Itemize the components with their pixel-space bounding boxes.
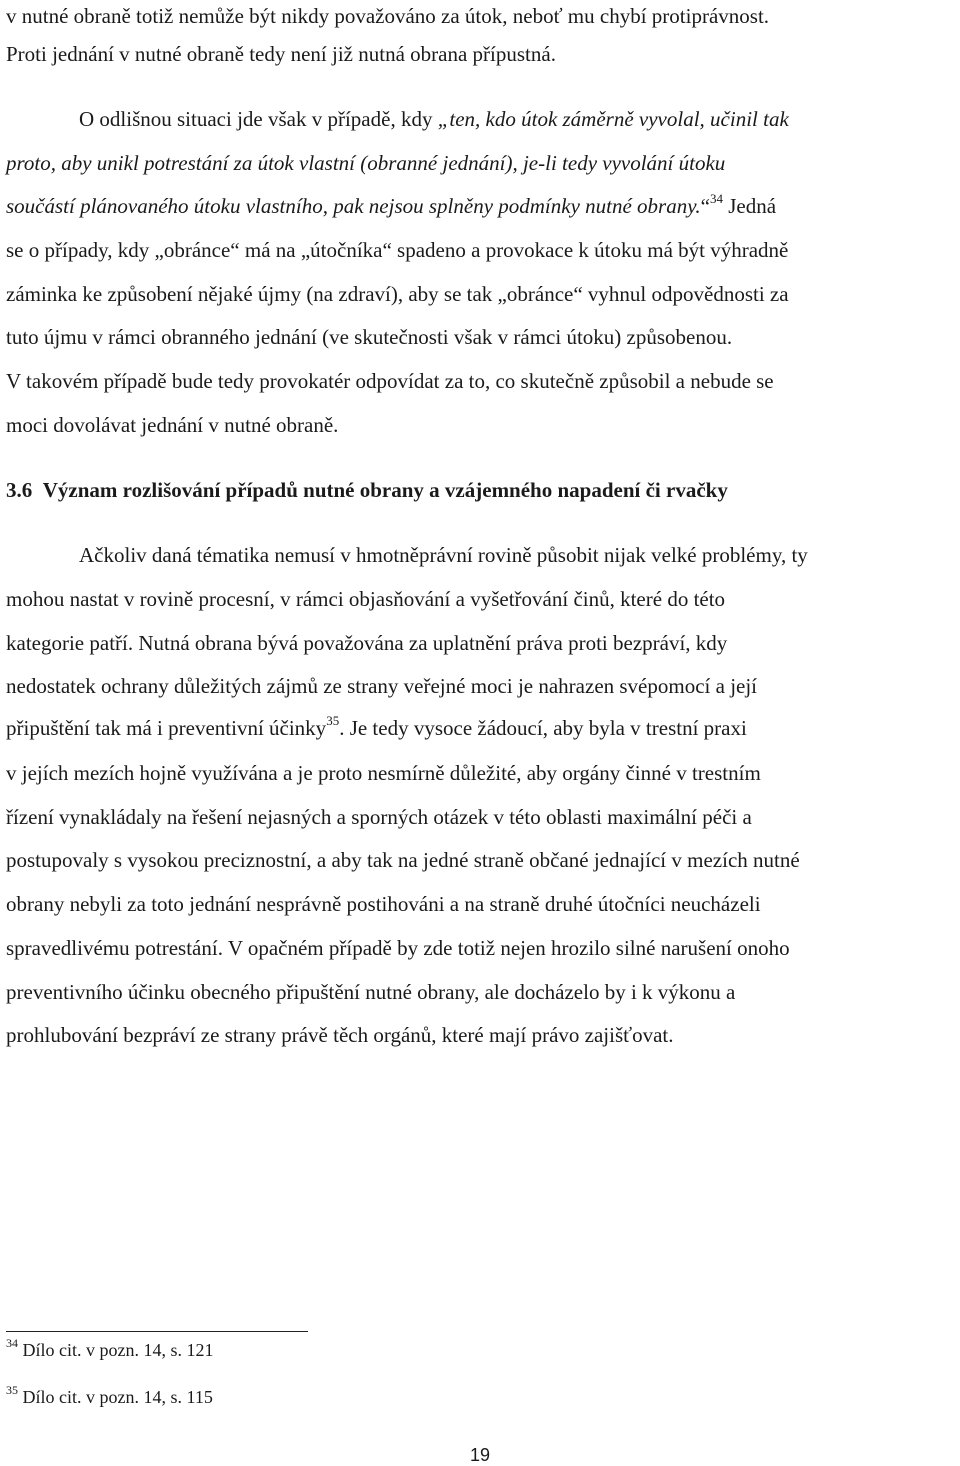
plain-text: . Je tedy vysoce žádoucí, aby byla v trestní praxi [339, 716, 747, 740]
paragraph-line: v nutné obraně totiž nemůže být nikdy považováno za útok, neboť mu chybí protiprávnost. [6, 4, 770, 28]
paragraph-line: Proti jednání v nutné obraně tedy není již nutná obrana přípustná. [6, 42, 556, 66]
paragraph-line: se o případy, kdy „obránce“ má na „útočníka“ spadeno a provokace k útoku má být výhradně [6, 238, 789, 262]
footnote-separator [6, 1331, 308, 1332]
paragraph-line [79, 109, 789, 130]
quote-mark: “ [700, 194, 710, 218]
paragraph-line: proto, aby unikl potrestání za útok vlastní (obranné jednání), je-li tedy vyvolání útoku [6, 151, 726, 175]
paragraph-line: kategorie patří. Nutná obrana bývá považována za uplatnění práva proti bezpráví, kdy [6, 631, 728, 655]
footnote-text: Dílo cit. v pozn. 14, s. 121 [18, 1340, 214, 1360]
quote-text: součástí plánovaného útoku vlastního, pak nejsou splněny podmínky nutné obrany. [6, 194, 701, 218]
paragraph-line: Ačkoliv daná tématika nemusí v hmotněprávní rovině působit nijak velké problémy, ty [79, 543, 808, 567]
paragraph-line: řízení vynakládaly na řešení nejasných a sporných otázek v této oblasti maximální péči a [6, 805, 752, 829]
footnote-number: 34 [6, 1336, 18, 1350]
paragraph-line: záminka ke způsobení nějaké újmy (na zdraví), aby se tak „obránce“ vyhnul odpovědnosti za [6, 282, 789, 306]
footnote [6, 1336, 214, 1360]
paragraph-line: nedostatek ochrany důležitých zájmů ze strany veřejné moci je nahrazen svépomocí a její [6, 674, 758, 698]
footnote [6, 1383, 213, 1407]
paragraph-line [6, 191, 777, 218]
footnote-ref: 35 [326, 713, 340, 728]
plain-text: O odlišnou situaci jde však v případě, kdy [79, 107, 438, 131]
paragraph-line: preventivního účinku obecného připuštění nutné obrany, ale docházelo by i k výkonu a [6, 980, 736, 1004]
paragraph-line: V takovém případě bude tedy provokatér odpovídat za to, co skutečně způsobil a nebude se [6, 369, 774, 393]
plain-text: připuštění tak má i preventivní účinky [6, 716, 327, 740]
section-number: 3.6 [6, 478, 33, 502]
paragraph-line: tuto újmu v rámci obranného jednání (ve skutečnosti však v rámci útoku) způsobenou. [6, 325, 733, 349]
paragraph-line: prohlubování bezpráví ze strany právě těch orgánů, které mají právo zajišťovat. [6, 1023, 674, 1047]
paragraph-line [6, 713, 747, 740]
quote-text: „ten, kdo útok záměrně vyvolal, učinil tak [437, 107, 789, 131]
section-title: Význam rozlišování případů nutné obrany a vzájemného napadení či rvačky [42, 478, 728, 502]
footnote-ref: 34 [709, 191, 723, 206]
paragraph-line: moci dovolávat jednání v nutné obraně. [6, 413, 339, 437]
footnote-number: 35 [6, 1383, 18, 1397]
paragraph-line: spravedlivému potrestání. V opačném případě by zde totiž nejen hrozilo silné narušení onoho [6, 936, 790, 960]
paragraph-line: mohou nastat v rovině procesní, v rámci objasňování a vyšetřování činů, které do této [6, 587, 726, 611]
paragraph-line: postupovaly s vysokou preciznostní, a aby tak na jedné straně občané jednající v mezích nutné [6, 848, 800, 872]
section-heading [6, 480, 728, 501]
page-number: 19 [469, 1445, 491, 1465]
paragraph-line: obrany nebyli za toto jednání nesprávně postihováni a na straně druhé útočníci neucházeli [6, 892, 761, 916]
plain-text: Jedná [722, 194, 777, 218]
footnote-text: Dílo cit. v pozn. 14, s. 115 [18, 1387, 213, 1407]
paragraph-line: v jejích mezích hojně využívána a je proto nesmírně důležité, aby orgány činné v trestním [6, 761, 761, 785]
